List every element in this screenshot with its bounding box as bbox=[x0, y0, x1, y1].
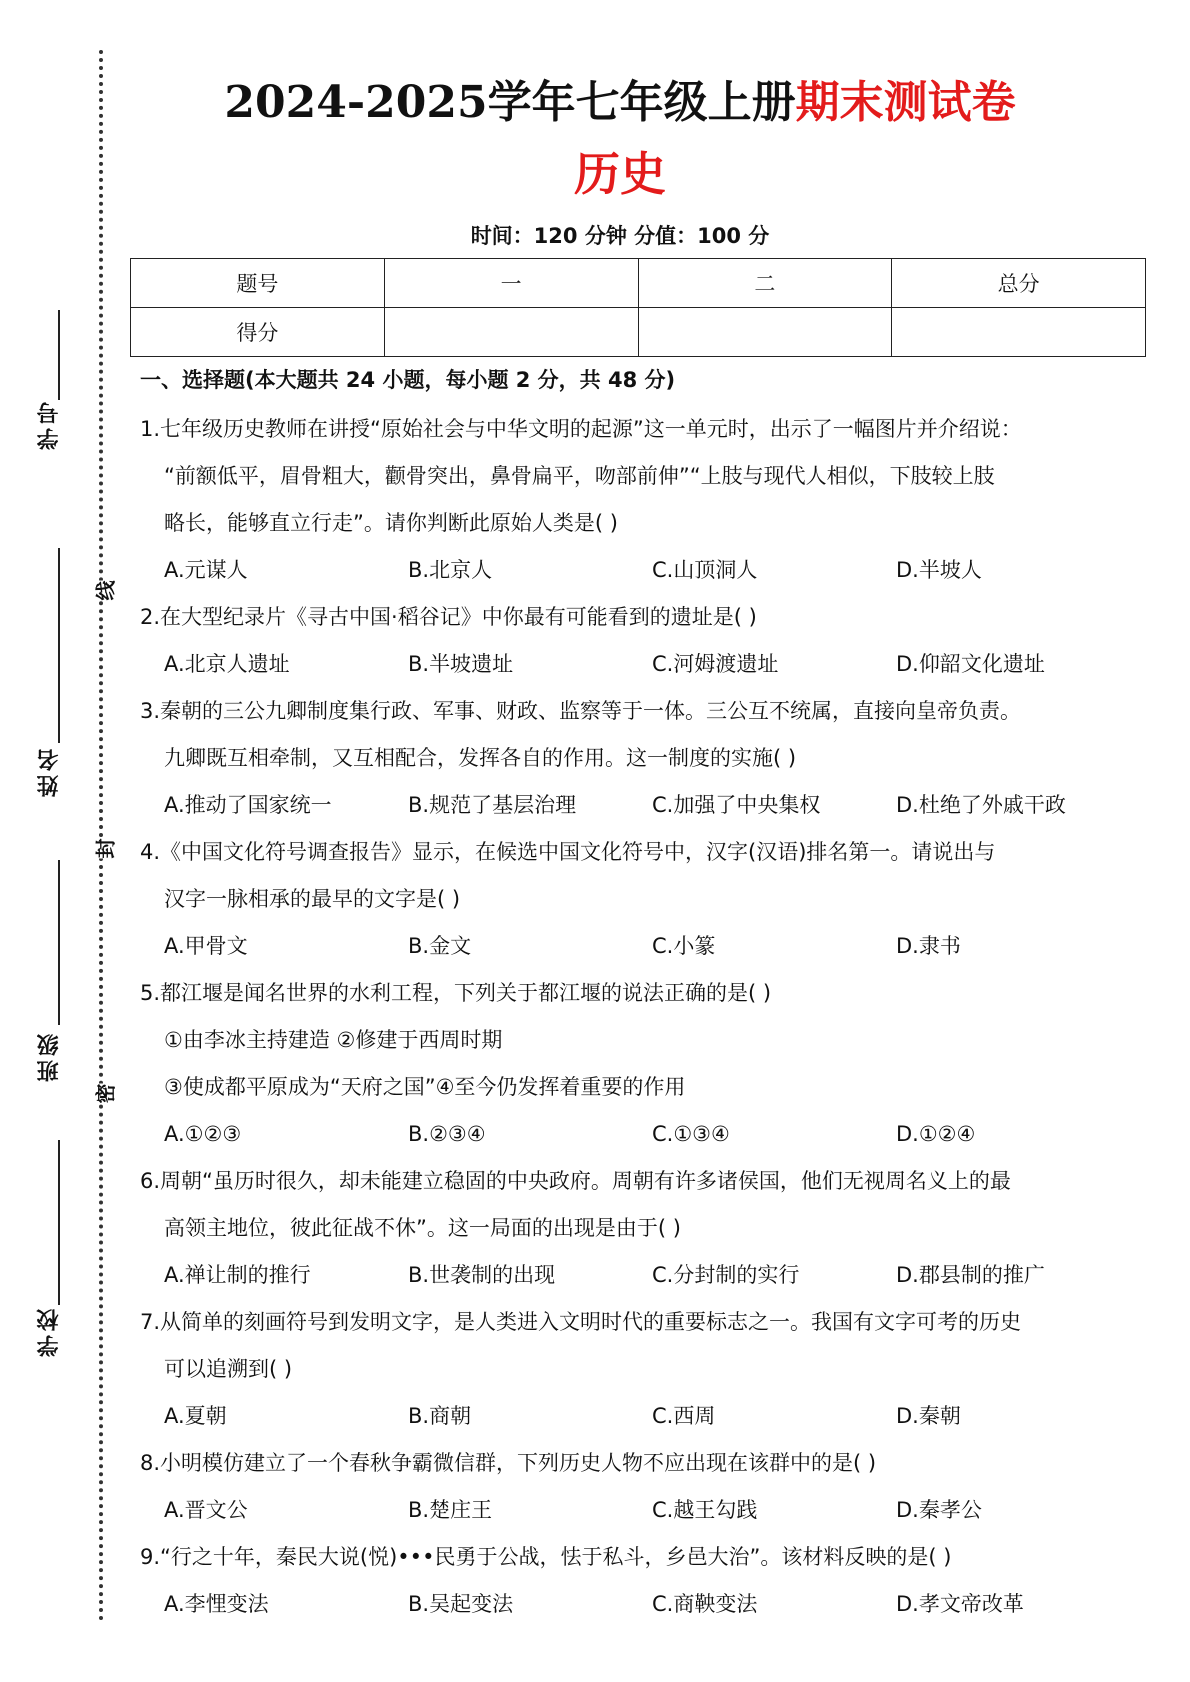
question-stem-line: 8.小明模仿建立了一个春秋争霸微信群，下列历史人物不应出现在该群中的是( ) bbox=[140, 1451, 877, 1475]
answer-option: B.金文 bbox=[408, 934, 472, 958]
answer-option: A.北京人遗址 bbox=[164, 652, 290, 676]
answer-option: D.秦朝 bbox=[896, 1404, 961, 1428]
seal-char-line: 线 bbox=[86, 581, 123, 601]
question-stem-line: 3.秦朝的三公九卿制度集行政、军事、财政、监察等于一体。三公互不统属，直接向皇帝负责。 bbox=[140, 699, 1022, 723]
answer-option: C.西周 bbox=[652, 1404, 716, 1428]
answer-options bbox=[140, 547, 1140, 594]
title-highlight: 期末测试卷 bbox=[795, 77, 1016, 128]
answer-option: D.郡县制的推广 bbox=[896, 1263, 1045, 1287]
question-stem bbox=[140, 1299, 1140, 1393]
score-table-score-row bbox=[131, 308, 1146, 357]
answer-option: B.②③④ bbox=[408, 1122, 486, 1146]
answer-options bbox=[140, 1581, 1140, 1628]
question-stem bbox=[140, 688, 1140, 782]
answer-options bbox=[140, 1111, 1140, 1158]
score-table bbox=[130, 258, 1146, 357]
question-stem-line: 高领主地位，彼此征战不休”。这一局面的出现是由于( ) bbox=[164, 1216, 681, 1240]
question bbox=[140, 406, 1140, 594]
answer-option: D.①②④ bbox=[896, 1122, 976, 1146]
question-stem bbox=[140, 970, 1140, 1017]
question-stem-line: “前额低平，眉骨粗大，颧骨突出，鼻骨扁平，吻部前伸”“上肢与现代人相似，下肢较上肢 bbox=[164, 464, 995, 488]
seal-char-seal: 封 bbox=[86, 839, 123, 859]
answer-option: D.秦孝公 bbox=[896, 1498, 982, 1522]
answer-option: A.推动了国家统一 bbox=[164, 793, 332, 817]
answer-option: C.分封制的实行 bbox=[652, 1263, 800, 1287]
answer-option: C.越王勾践 bbox=[652, 1498, 758, 1522]
score-cell[interactable] bbox=[892, 308, 1146, 357]
question bbox=[140, 594, 1140, 688]
binding-dotted-line bbox=[99, 50, 103, 1622]
answer-options bbox=[140, 1487, 1140, 1534]
question bbox=[140, 829, 1140, 970]
answer-option: D.半坡人 bbox=[896, 558, 982, 582]
answer-option: C.商鞅变法 bbox=[652, 1592, 758, 1616]
question-stem-line: 4.《中国文化符号调查报告》显示，在候选中国文化符号中，汉字(汉语)排名第一。请说出与 bbox=[140, 840, 996, 864]
question bbox=[140, 1440, 1140, 1534]
question bbox=[140, 1534, 1140, 1628]
answer-option: C.加强了中央集权 bbox=[652, 793, 821, 817]
answer-option: C.山顶洞人 bbox=[652, 558, 758, 582]
answer-option: B.北京人 bbox=[408, 558, 493, 582]
question-stem bbox=[140, 1534, 1140, 1581]
score-cell[interactable] bbox=[638, 308, 892, 357]
student-id-label: 学号 bbox=[37, 398, 62, 450]
question-stem-line: 可以追溯到( ) bbox=[164, 1357, 293, 1381]
answer-option: A.禅让制的推行 bbox=[164, 1263, 311, 1287]
class-line bbox=[58, 860, 60, 1025]
answer-options bbox=[140, 641, 1140, 688]
question-stem bbox=[140, 1440, 1140, 1487]
question-statement: ①由李冰主持建造 ②修建于西周时期 bbox=[164, 1028, 503, 1052]
name-label: 姓名 bbox=[37, 745, 62, 797]
question bbox=[140, 970, 1140, 1158]
question-stem-line: 7.从简单的刻画符号到发明文字，是人类进入文明时代的重要标志之一。我国有文字可考的历史 bbox=[140, 1310, 1022, 1334]
questions-area bbox=[140, 362, 1140, 1628]
answer-option: A.李悝变法 bbox=[164, 1592, 269, 1616]
question-stem-line: 1.七年级历史教师在讲授“原始社会与中华文明的起源”这一单元时，出示了一幅图片并介绍说： bbox=[140, 417, 1022, 441]
header-cell: 一 bbox=[384, 259, 638, 308]
question-stem-line: 汉字一脉相承的最早的文字是( ) bbox=[164, 887, 461, 911]
school-line bbox=[58, 1140, 60, 1305]
answer-option: D.杜绝了外戚干政 bbox=[896, 793, 1066, 817]
question-stem bbox=[140, 1158, 1140, 1252]
answer-option: C.河姆渡遗址 bbox=[652, 652, 779, 676]
answer-option: D.隶书 bbox=[896, 934, 961, 958]
answer-options bbox=[140, 782, 1140, 829]
answer-option: C.①③④ bbox=[652, 1122, 730, 1146]
class-label: 班级 bbox=[37, 1030, 62, 1082]
question-stem bbox=[140, 406, 1140, 547]
student-id-line bbox=[58, 310, 60, 400]
section-title: 一、选择题(本大题共 24 小题，每小题 2 分，共 48 分) bbox=[140, 368, 676, 392]
question bbox=[140, 1158, 1140, 1299]
question bbox=[140, 688, 1140, 829]
exam-title bbox=[120, 66, 1120, 130]
header-cell: 题号 bbox=[131, 259, 385, 308]
seal-char-secret: 密 bbox=[86, 1084, 123, 1104]
answer-option: D.仰韶文化遗址 bbox=[896, 652, 1045, 676]
answer-option: B.规范了基层治理 bbox=[408, 793, 577, 817]
exam-meta: 时间：120 分钟 分值：100 分 bbox=[470, 224, 770, 248]
question-stem-line: 略长，能够直立行走”。请你判断此原始人类是( ) bbox=[164, 511, 618, 535]
question-stem-line: 九卿既互相牵制，又互相配合，发挥各自的作用。这一制度的实施( ) bbox=[164, 746, 797, 770]
answer-option: B.楚庄王 bbox=[408, 1498, 493, 1522]
answer-option: D.孝文帝改革 bbox=[896, 1592, 1024, 1616]
header-cell: 总分 bbox=[892, 259, 1146, 308]
answer-options bbox=[140, 1393, 1140, 1440]
question-stem-line: 6.周朝“虽历时很久，却未能建立稳固的中央政府。周朝有许多诸侯国，他们无视周名义上的最 bbox=[140, 1169, 1011, 1193]
question-list bbox=[140, 406, 1140, 1628]
question bbox=[140, 1299, 1140, 1440]
answer-options bbox=[140, 1252, 1140, 1299]
question-stem bbox=[140, 829, 1140, 923]
school-label: 学校 bbox=[37, 1305, 62, 1357]
header-cell: 二 bbox=[638, 259, 892, 308]
question-statement: ③使成都平原成为“天府之国”④至今仍发挥着重要的作用 bbox=[164, 1075, 686, 1099]
title-prefix: 2024-2025学年七年级上册 bbox=[224, 77, 796, 128]
answer-option: A.甲骨文 bbox=[164, 934, 248, 958]
answer-option: B.半坡遗址 bbox=[408, 652, 514, 676]
answer-option: B.吴起变法 bbox=[408, 1592, 514, 1616]
answer-option: B.世袭制的出现 bbox=[408, 1263, 556, 1287]
question-stem-line: 5.都江堰是闻名世界的水利工程，下列关于都江堰的说法正确的是( ) bbox=[140, 981, 772, 1005]
answer-options bbox=[140, 923, 1140, 970]
answer-option: A.元谋人 bbox=[164, 558, 248, 582]
answer-option: C.小篆 bbox=[652, 934, 716, 958]
answer-option: A.夏朝 bbox=[164, 1404, 227, 1428]
name-line bbox=[58, 548, 60, 743]
question-stem-line: 9.“行之十年，秦民大说(悦)•••民勇于公战，怯于私斗，乡邑大治”。该材料反映的是( ) bbox=[140, 1545, 952, 1569]
question-stem-line: 2.在大型纪录片《寻古中国·稻谷记》中你最有可能看到的遗址是( ) bbox=[140, 605, 757, 629]
score-row-label: 得分 bbox=[131, 308, 385, 357]
score-table-header-row bbox=[131, 259, 1146, 308]
answer-option: B.商朝 bbox=[408, 1404, 472, 1428]
answer-option: A.①②③ bbox=[164, 1122, 242, 1146]
question-stem bbox=[140, 594, 1140, 641]
score-cell[interactable] bbox=[384, 308, 638, 357]
answer-option: A.晋文公 bbox=[164, 1498, 248, 1522]
subject-title: 历史 bbox=[574, 147, 666, 201]
